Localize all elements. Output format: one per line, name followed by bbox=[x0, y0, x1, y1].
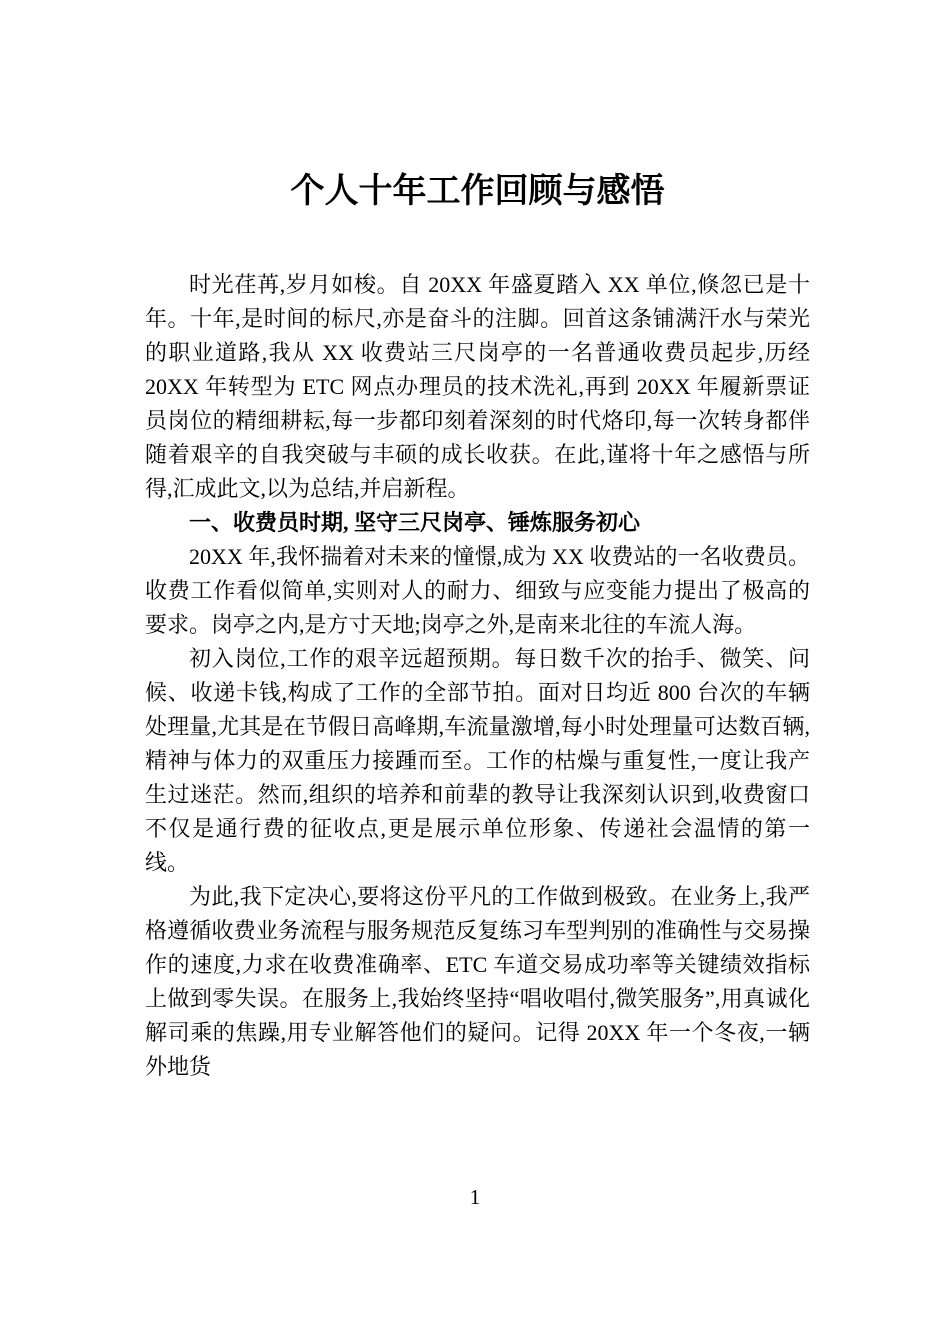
document-title: 个人十年工作回顾与感悟 bbox=[290, 173, 665, 210]
document-body bbox=[145, 268, 810, 1084]
paragraph: 时光荏苒,岁月如梭。自 20XX 年盛夏踏入 XX 单位,倏忽已是十年。十年,是时间的标尺,亦是奋斗的注脚。回首这条铺满汗水与荣光的职业道路,我从 XX 收费站三尺岗亭的一名普通收费员起步,历经 20XX 年转型为 ETC 网点办理员的技术洗礼,再到 20XX 年履新票证员岗位的精细耕耘,每一步都印刻着深刻的时代烙印,每一次转身都伴随着艰辛的自我突破与丰硕的成长收获。在此,谨将十年之感悟与所得,汇成此文,以为总结,并启新程。 bbox=[145, 272, 810, 501]
paragraph: 为此,我下定决心,要将这份平凡的工作做到极致。在业务上,我严格遵循收费业务流程与服务规范反复练习车型判别的准确性与交易操作的速度,力求在收费准确率、ETC 车道交易成功率等关键绩效指标上做到零失误。在服务上,我始终坚持“唱收唱付,微笑服务”,用真诚化解司乘的焦躁,用专业解答他们的疑问。记得 20XX 年一个冬夜,一辆外地货 bbox=[145, 884, 810, 1079]
paragraph: 20XX 年,我怀揣着对未来的憧憬,成为 XX 收费站的一名收费员。收费工作看似简单,实则对人的耐力、细致与应变能力提出了极高的要求。岗亭之内,是方寸天地;岗亭之外,是南来北往的车流人海。 bbox=[145, 544, 810, 637]
section-heading: 一、收费员时期, 坚守三尺岗亭、锤炼服务初心 bbox=[189, 510, 641, 535]
page-number: 1 bbox=[469, 1185, 481, 1209]
paragraph: 初入岗位,工作的艰辛远超预期。每日数千次的抬手、微笑、问候、收递卡钱,构成了工作的全部节拍。面对日均近 800 台次的车辆处理量,尤其是在节假日高峰期,车流量激增,每小时处理量可达数百辆,精神与体力的双重压力接踵而至。工作的枯燥与重复性,一度让我产生过迷茫。然而,组织的培养和前辈的教导让我深刻认识到,收费窗口不仅是通行费的征收点,更是展示单位形象、传递社会温情的第一线。 bbox=[145, 646, 810, 875]
